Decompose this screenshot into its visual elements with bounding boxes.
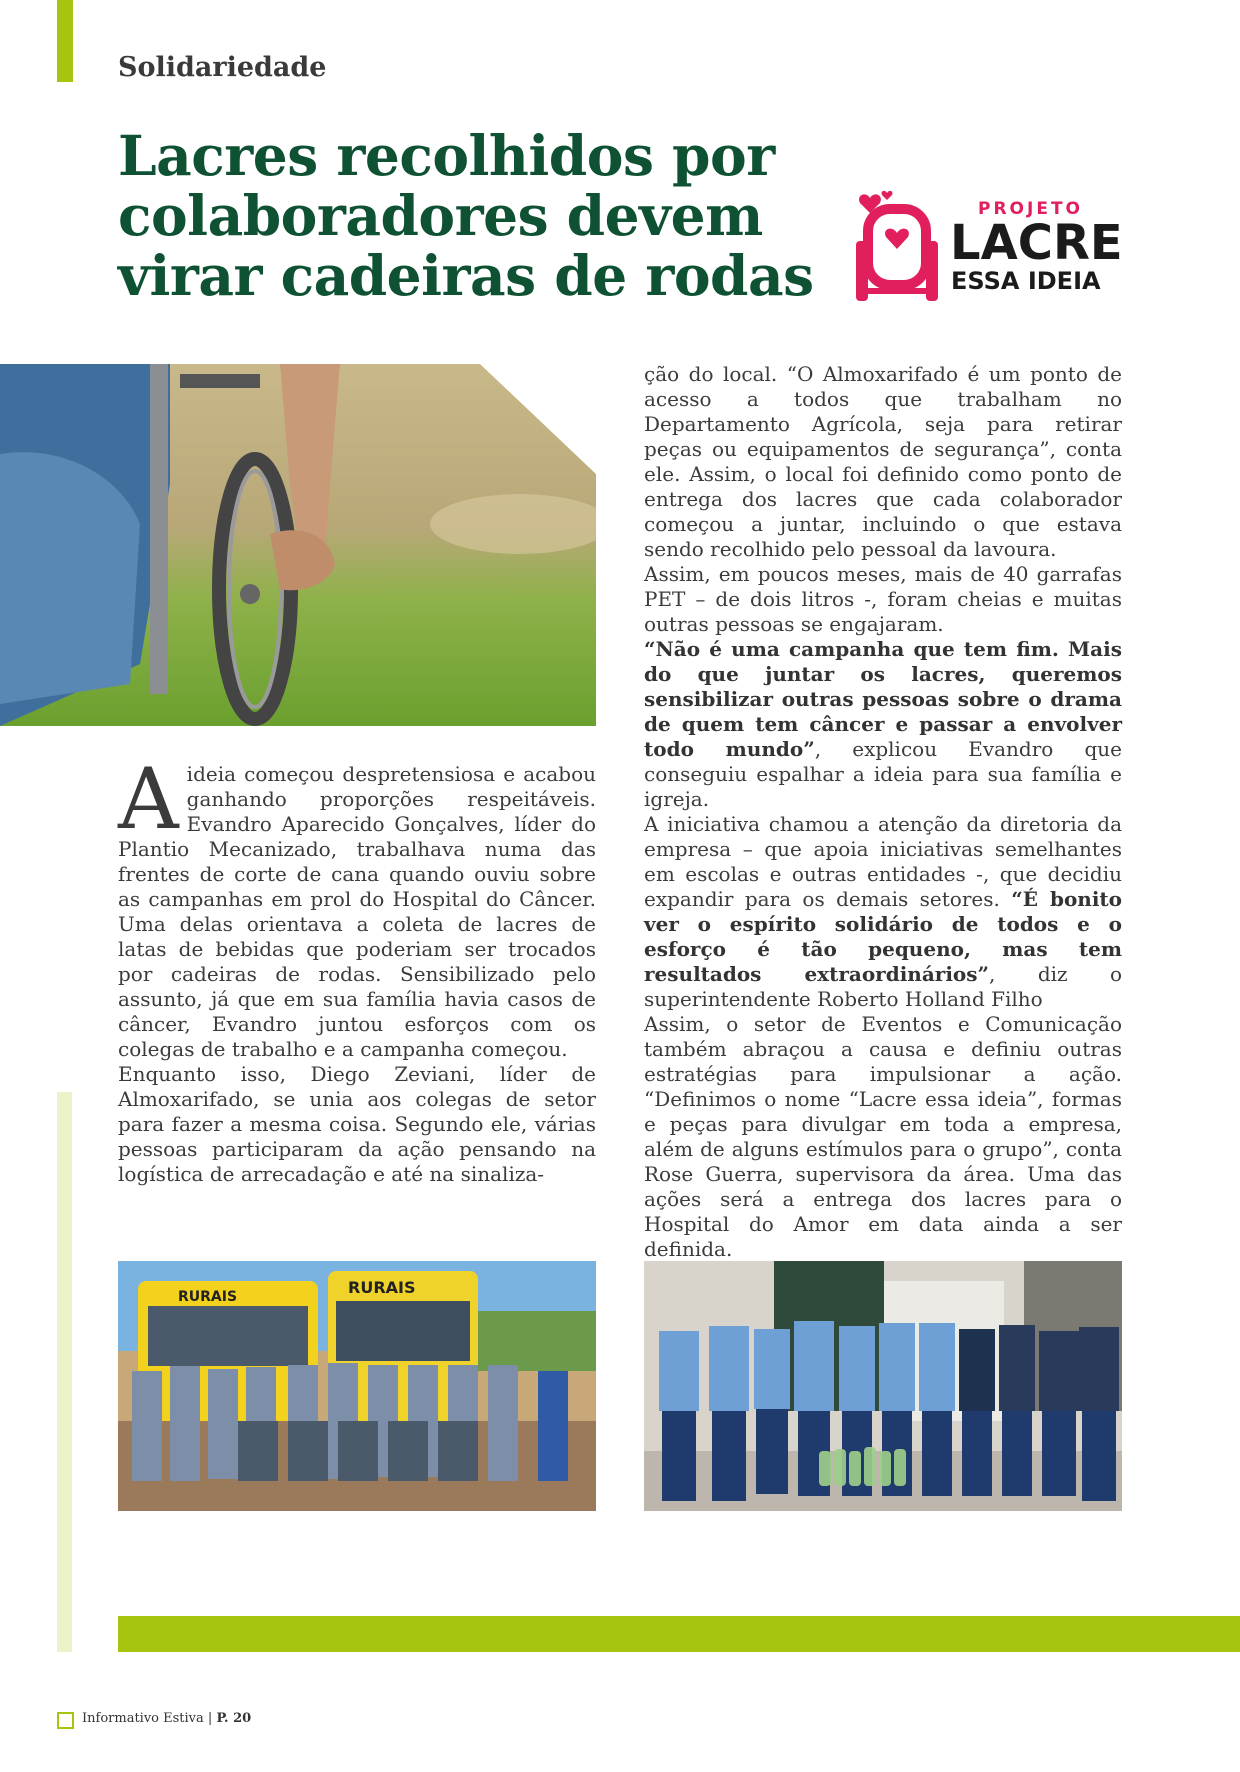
publication-name: Informativo Estiva (82, 1711, 204, 1726)
bus-label: RURAIS (178, 1289, 238, 1305)
side-accent-bar (57, 1092, 72, 1652)
paragraph-text: ideia começou despretensiosa e acabou ganhando proporções respeitáveis. Evandro Aparecido Gonçalves, líder do Plantio Mecanizado, trabalhava numa das frentes de corte de cana quando ouviu sobre as campanhas em prol do Hospital do Câncer. Uma delas orientava a coleta de lacres de latas de bebidas que poderiam ser trocados por cadeiras de rodas. Sensibilizado pelo assunto, já que em sua família havia casos de câncer, Evandro juntou esforços com os colegas de trabalho e a campanha começou. (118, 762, 596, 1061)
footer-separator: | (207, 1711, 213, 1726)
headline: Lacres recolhidos por colaboradores devem virar cadeiras de rodas (118, 123, 814, 308)
paragraph-text: , diz o superintendente Roberto Holland Filho (644, 962, 1123, 1011)
hero-wheelchair-image (0, 364, 596, 726)
article-paragraph (118, 750, 596, 1062)
article-paragraph (644, 812, 1122, 1012)
quote-bold: “É bonito ver o espírito solidário de todos e o esforço é tão pequeno, mas tem resultados extraordinários” (644, 887, 1122, 986)
article-paragraph: ção do local. “O Almoxarifado é um ponto de acesso a todos que trabalham no Departamento Agrícola, seja para retirar peças ou equipamentos de segurança”, conta ele. Assim, o local foi definido como ponto de entrega dos lacres que cada colaborador começou a juntar, incluindo o que estava sendo recolhido pelo pessoal da lavoura. (644, 362, 1122, 561)
accent-bar-top (57, 0, 73, 82)
heart-wheelchair-icon (852, 185, 942, 310)
article-paragraph: Assim, o setor de Eventos e Comunicação também abraçou a causa e definiu outras estratégias para impulsionar a ação. “Definimos o nome “Lacre essa ideia”, formas e peças para divulgar em toda a empresa, além de alguns estímulos para o grupo”, conta Rose Guerra, supervisora da área. Uma das ações será a entrega dos lacres para o Hospital do Amor em data ainda a ser definida. (644, 1012, 1122, 1261)
bottom-accent-bar (118, 1616, 1240, 1652)
logo-text-projeto: PROJETO (978, 199, 1083, 219)
photo-group-buses (118, 1261, 596, 1511)
logo-text-lacre: LACRE (950, 215, 1123, 271)
paragraph-text: , explicou Evandro que conseguiu espalhar a ideia para sua família e igreja. (644, 737, 1123, 811)
article-paragraph (644, 637, 1122, 812)
bus-label-2: RURAIS (348, 1278, 416, 1297)
paragraph-text: A iniciativa chamou a atenção da diretoria da empresa – que apoia iniciativas semelhantes em escolas e outras entidades -, que decidiu expandir para os demais setores. (644, 812, 1122, 911)
photo-group-indoor (644, 1261, 1122, 1511)
page-number: P. 20 (216, 1711, 252, 1726)
article-paragraph: Assim, em poucos meses, mais de 40 garrafas PET – de dois litros -, foram cheias e muitas outras pessoas se engajaram. (644, 562, 1122, 636)
section-label: Solidariedade (118, 52, 327, 83)
footer-square-icon (57, 1712, 74, 1729)
article-paragraph: Enquanto isso, Diego Zeviani, líder de Almoxarifado, se unia aos colegas de setor para fazer a mesma coisa. Segundo ele, várias pessoas participaram da ação pensando na logística de arrecadação e até na sinaliza- (118, 1062, 596, 1186)
logo-text-essa-ideia: ESSA IDEIA (951, 267, 1101, 295)
article-column-right (644, 362, 1122, 1262)
drop-cap: A (118, 750, 179, 848)
article-column-left (118, 750, 596, 1187)
footer (82, 1711, 251, 1726)
quote-bold: “Não é uma campanha que tem fim. Mais do que juntar os lacres, queremos sensibilizar outras pessoas sobre o drama de quem tem câncer e passar a envolver todo mundo” (644, 637, 1122, 761)
